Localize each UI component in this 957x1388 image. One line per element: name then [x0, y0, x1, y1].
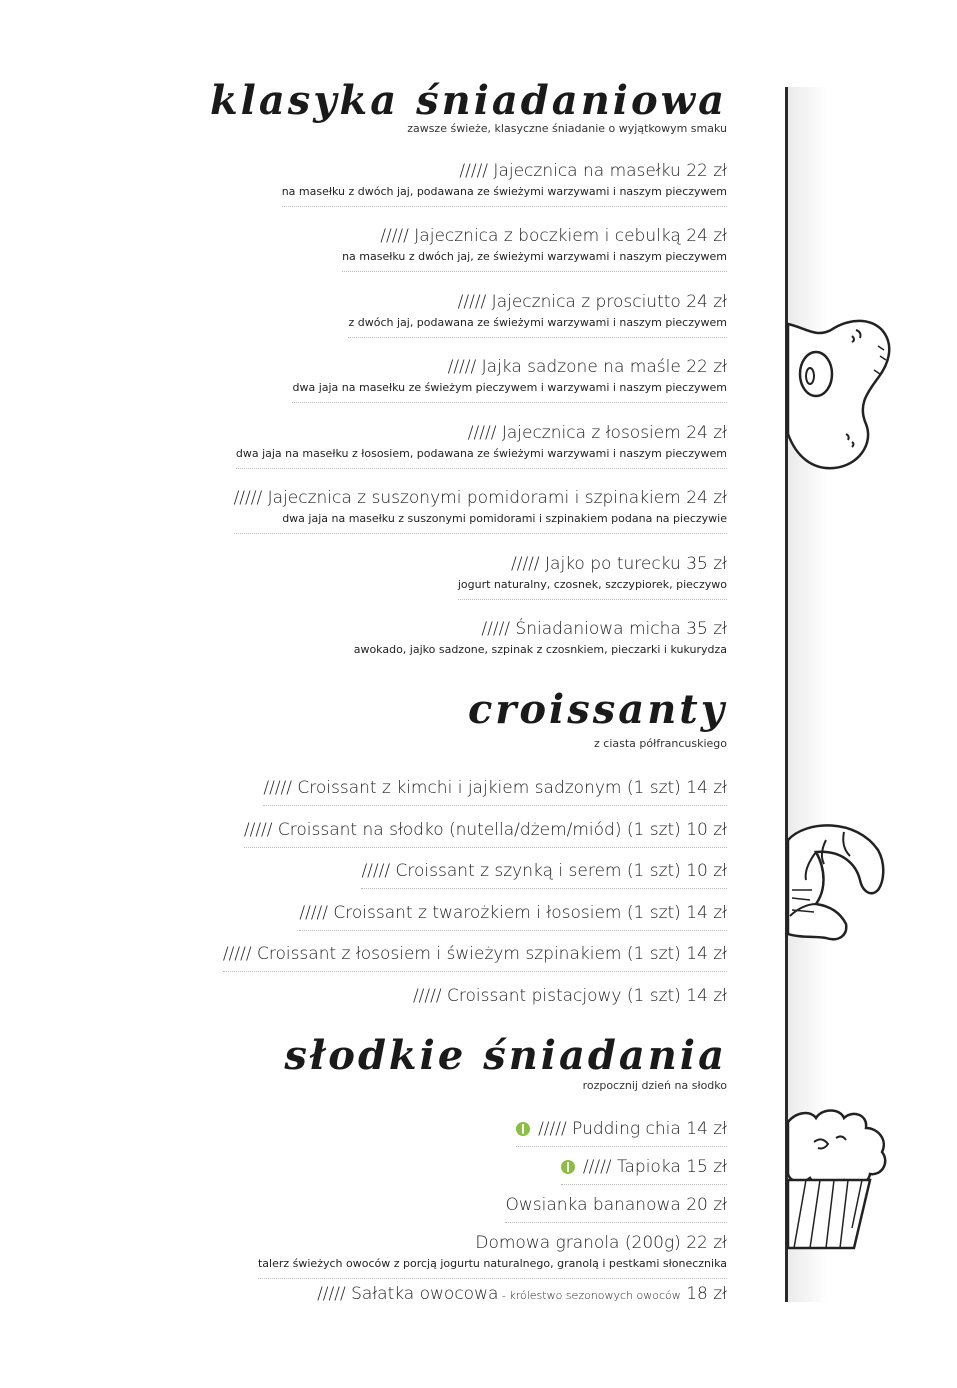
- menu-item: [516, 1118, 727, 1147]
- section-title-klasyka: klasyka śniadaniowa: [209, 77, 727, 124]
- menu-item: [361, 860, 727, 889]
- menu-item: [413, 985, 727, 1013]
- section-subtitle-slodkie: rozpocznij dzień na słodko: [582, 1079, 727, 1092]
- menu-item: [354, 618, 727, 664]
- menu-item-name: ///// Jajecznica z łososiem 24 zł: [467, 423, 727, 443]
- croissant-doodle: [786, 820, 886, 950]
- menu-item: [299, 902, 727, 931]
- menu-item-inline-desc: - królestwo sezonowych owoców: [498, 1289, 681, 1302]
- menu-item-desc: z dwóch jaj, podawana ze świeżymi warzywami i naszym pieczywem: [348, 316, 727, 329]
- menu-item: [258, 1232, 727, 1279]
- menu-item-name: [561, 1156, 727, 1178]
- menu-item: [244, 819, 727, 848]
- menu-item-name: ///// Jajecznica z prosciutto 24 zł: [457, 292, 727, 312]
- menu-item: [223, 943, 727, 972]
- menu-item: [561, 1156, 727, 1185]
- menu-item-name: ///// Croissant z łososiem i świeżym szpinakiem (1 szt) 14 zł: [222, 944, 727, 964]
- vegan-leaf-icon: [516, 1122, 530, 1136]
- menu-item: [458, 553, 727, 600]
- menu-item-name-text: ///// Tapioka 15 zł: [582, 1157, 727, 1177]
- menu-item-desc: dwa jaja na masełku z suszonymi pomidorami i szpinakiem podana na pieczywie: [282, 512, 727, 525]
- menu-item-name: [317, 1283, 727, 1307]
- menu-item-price: 18 zł: [680, 1284, 727, 1304]
- menu-item-name: ///// Croissant z szynką i serem (1 szt) 10 zł: [361, 861, 727, 881]
- section-title-slodkie: słodkie śniadania: [284, 1032, 727, 1079]
- menu-item-name: ///// Croissant pistacjowy (1 szt) 14 zł: [412, 986, 727, 1006]
- menu-item-desc: na masełku z dwóch jaj, podawana ze świeżymi warzywami i naszym pieczywem: [281, 185, 727, 198]
- menu-item: [234, 487, 727, 534]
- menu-item: [317, 1283, 727, 1313]
- menu-item: [342, 225, 727, 272]
- menu-item: [505, 1194, 727, 1223]
- menu-item-desc: dwa jaja na masełku z łososiem, podawana ze świeżymi warzywami i naszym pieczywem: [235, 447, 727, 460]
- menu-item-name: Owsianka bananowa 20 zł: [505, 1195, 727, 1215]
- menu-item-name: ///// Jajko po turecku 35 zł: [511, 554, 727, 574]
- menu-item-name: Domowa granola (200g) 22 zł: [475, 1233, 727, 1253]
- menu-item-name: ///// Croissant z kimchi i jajkiem sadzonym (1 szt) 14 zł: [263, 778, 727, 798]
- menu-item: [282, 160, 727, 207]
- menu-item-name: ///// Śniadaniowa micha 35 zł: [481, 619, 727, 639]
- menu-item-name: ///// Jajecznica z suszonymi pomidorami i szpinakiem 24 zł: [233, 488, 727, 508]
- fried-egg-doodle: [786, 316, 896, 476]
- menu-item-desc: jogurt naturalny, czosnek, szczypiorek, pieczywo: [457, 578, 727, 591]
- menu-item-desc: talerz świeżych owoców z porcją jogurtu naturalnego, granolą i pestkami słonecznika: [257, 1257, 727, 1270]
- menu-item-desc: na masełku z dwóch jaj, ze świeżymi warzywami i naszym pieczywem: [342, 250, 727, 263]
- section-subtitle-croissanty: z ciasta półfrancuskiego: [594, 737, 727, 750]
- menu-item-name-text: ///// Pudding chia 14 zł: [538, 1119, 727, 1139]
- menu-item-name: ///// Croissant na słodko (nutella/dżem/miód) (1 szt) 10 zł: [243, 820, 727, 840]
- vegan-leaf-icon: [561, 1160, 575, 1174]
- menu-item: [263, 777, 727, 806]
- menu-item-name: ///// Croissant z twarożkiem i łososiem (1 szt) 14 zł: [299, 903, 727, 923]
- menu-item-name-start: ///// Sałatka owocowa: [317, 1284, 499, 1304]
- menu-item: [292, 356, 727, 403]
- menu-item-name: ///// Jajka sadzone na maśle 22 zł: [447, 357, 727, 377]
- muffin-doodle: [786, 1108, 891, 1258]
- menu-item-name: ///// Jajecznica z boczkiem i cebulką 24 zł: [380, 226, 727, 246]
- menu-item-desc: dwa jaja na masełku ze świeżym pieczywem i warzywami i naszym pieczywem: [292, 381, 727, 394]
- menu-item-name: ///// Jajecznica na masełku 22 zł: [459, 161, 727, 181]
- menu-item-desc: awokado, jajko sadzone, szpinak z czosnkiem, pieczarki i kukurydza: [353, 643, 727, 656]
- menu-item: [236, 422, 727, 469]
- menu-item: [348, 291, 727, 338]
- menu-item-name: [516, 1118, 727, 1140]
- section-title-croissanty: croissanty: [467, 686, 727, 733]
- section-subtitle-klasyka: zawsze świeże, klasyczne śniadanie o wyjątkowym smaku: [407, 122, 727, 135]
